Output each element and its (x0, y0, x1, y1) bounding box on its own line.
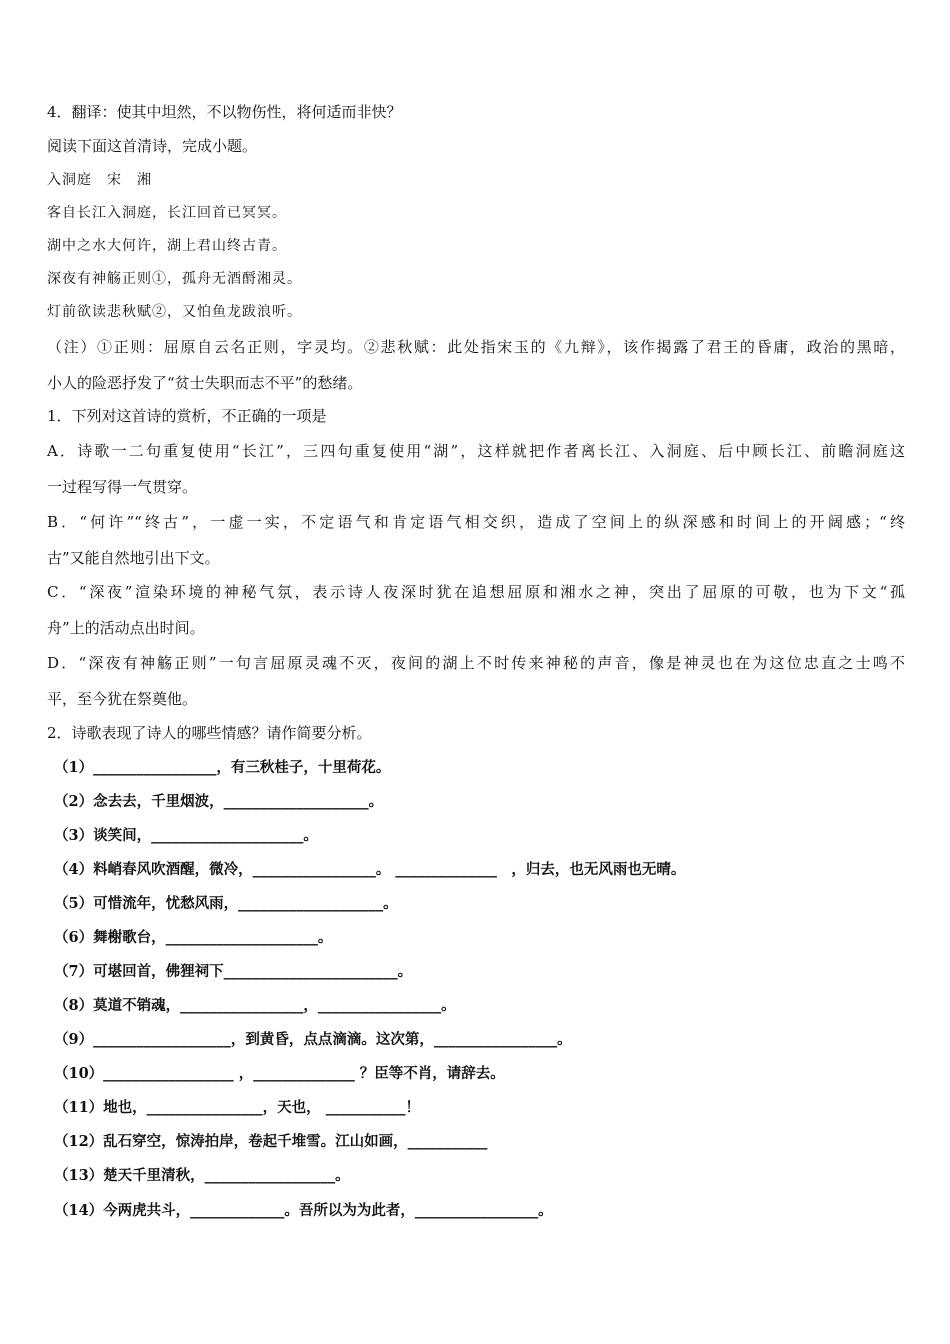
poem-title: 入洞庭 宋 湘 (47, 172, 152, 188)
fill-blank-item: （1）_________________，有三秋桂子，十里荷花。 (54, 759, 391, 776)
question-1-stem: 1．下列对这首诗的赏析，不正确的一项是 (47, 407, 327, 425)
option-a-continued: 一过程写得一气贯穿。 (47, 478, 198, 496)
fill-blank-item: （9）___________________，到黄昏，点点滴滴。这次第，_________________。 (54, 1031, 572, 1048)
option-b: B．“何许”“终古”，一虚一实，不定语气和肯定语气相交织，造成了空间上的纵深感和时间上的开阔感；“终 (47, 513, 905, 531)
option-b-continued: 古”又能自然地引出下文。 (47, 549, 220, 567)
fill-blank-item: （13）楚天千里清秋，__________________。 (54, 1167, 350, 1184)
poem-annotation-continued: 小人的险恶抒发了“贫士失职而志不平”的愁绪。 (47, 374, 363, 392)
option-c: C．“深夜”渲染环境的神秘气氛，表示诗人夜深时犹在追想屈原和湘水之神，突出了屈原的可敬，也为下文“孤 (47, 583, 905, 601)
poem-annotation: （注）①正则：屈原自云名正则，字灵均。②悲秋赋：此处指宋玉的《九辩》，该作揭露了君王的昏庸，政治的黑暗， (47, 338, 905, 356)
option-d: D．“深夜有神觞正则”一句言屈原灵魂不灭，夜间的湖上不时传来神秘的声音，像是神灵也在为这位忠直之士鸣不 (47, 654, 905, 672)
fill-blank-item: （6）舞榭歌台，_____________________。 (54, 929, 333, 946)
fill-blank-item: （7）可堪回首，佛狸祠下________________________。 (54, 963, 413, 980)
fill-blank-item: （10）__________________ ，______________ ？臣等不肖，请辞去。 (54, 1065, 505, 1082)
reading-instruction: 阅读下面这首清诗，完成小题。 (47, 137, 258, 155)
fill-blank-item: （3）谈笑间，_____________________。 (54, 827, 318, 844)
question-2: 2．诗歌表现了诗人的哪些情感？请作简要分析。 (47, 724, 372, 742)
question-4-translation: 4．翻译：使其中坦然，不以物伤性，将何适而非快？ (47, 103, 402, 121)
poem-line: 灯前欲读悲秋赋②，又怕鱼龙跋浪听。 (47, 304, 302, 320)
option-c-continued: 舟”上的活动点出时间。 (47, 619, 205, 637)
option-a: A．诗歌一二句重复使用“长江”，三四句重复使用“湖”，这样就把作者离长江、入洞庭、后中顾长江、前瞻洞庭这 (47, 442, 905, 460)
poem-line: 深夜有神觞正则①，孤舟无酒酹湘灵。 (47, 271, 302, 287)
fill-blank-item: （11）地也，________________，天也， ___________！ (54, 1099, 420, 1116)
poem-line: 客自长江入洞庭，长江回首已冥冥。 (47, 205, 287, 221)
option-d-continued: 平，至今犹在祭奠他。 (47, 690, 198, 708)
fill-blank-item: （12）乱石穿空，惊涛拍岸，卷起千堆雪。江山如画，___________ (54, 1133, 488, 1150)
poem-line: 湖中之水大何许，湖上君山终古青。 (47, 238, 287, 254)
fill-blank-item: （2）念去去，千里烟波，____________________。 (54, 793, 384, 810)
fill-blank-item: （14）今两虎共斗，_____________。吾所以为为此者，_________________。 (54, 1202, 553, 1219)
fill-blank-item: （8）莫道不销魂，_________________，_________________。 (54, 997, 456, 1014)
fill-blank-item: （5）可惜流年，忧愁风雨，____________________。 (54, 895, 398, 912)
fill-blank-item: （4）料峭春风吹酒醒，微冷，_________________。 ______________ ，归去，也无风雨也无晴。 (54, 861, 686, 878)
